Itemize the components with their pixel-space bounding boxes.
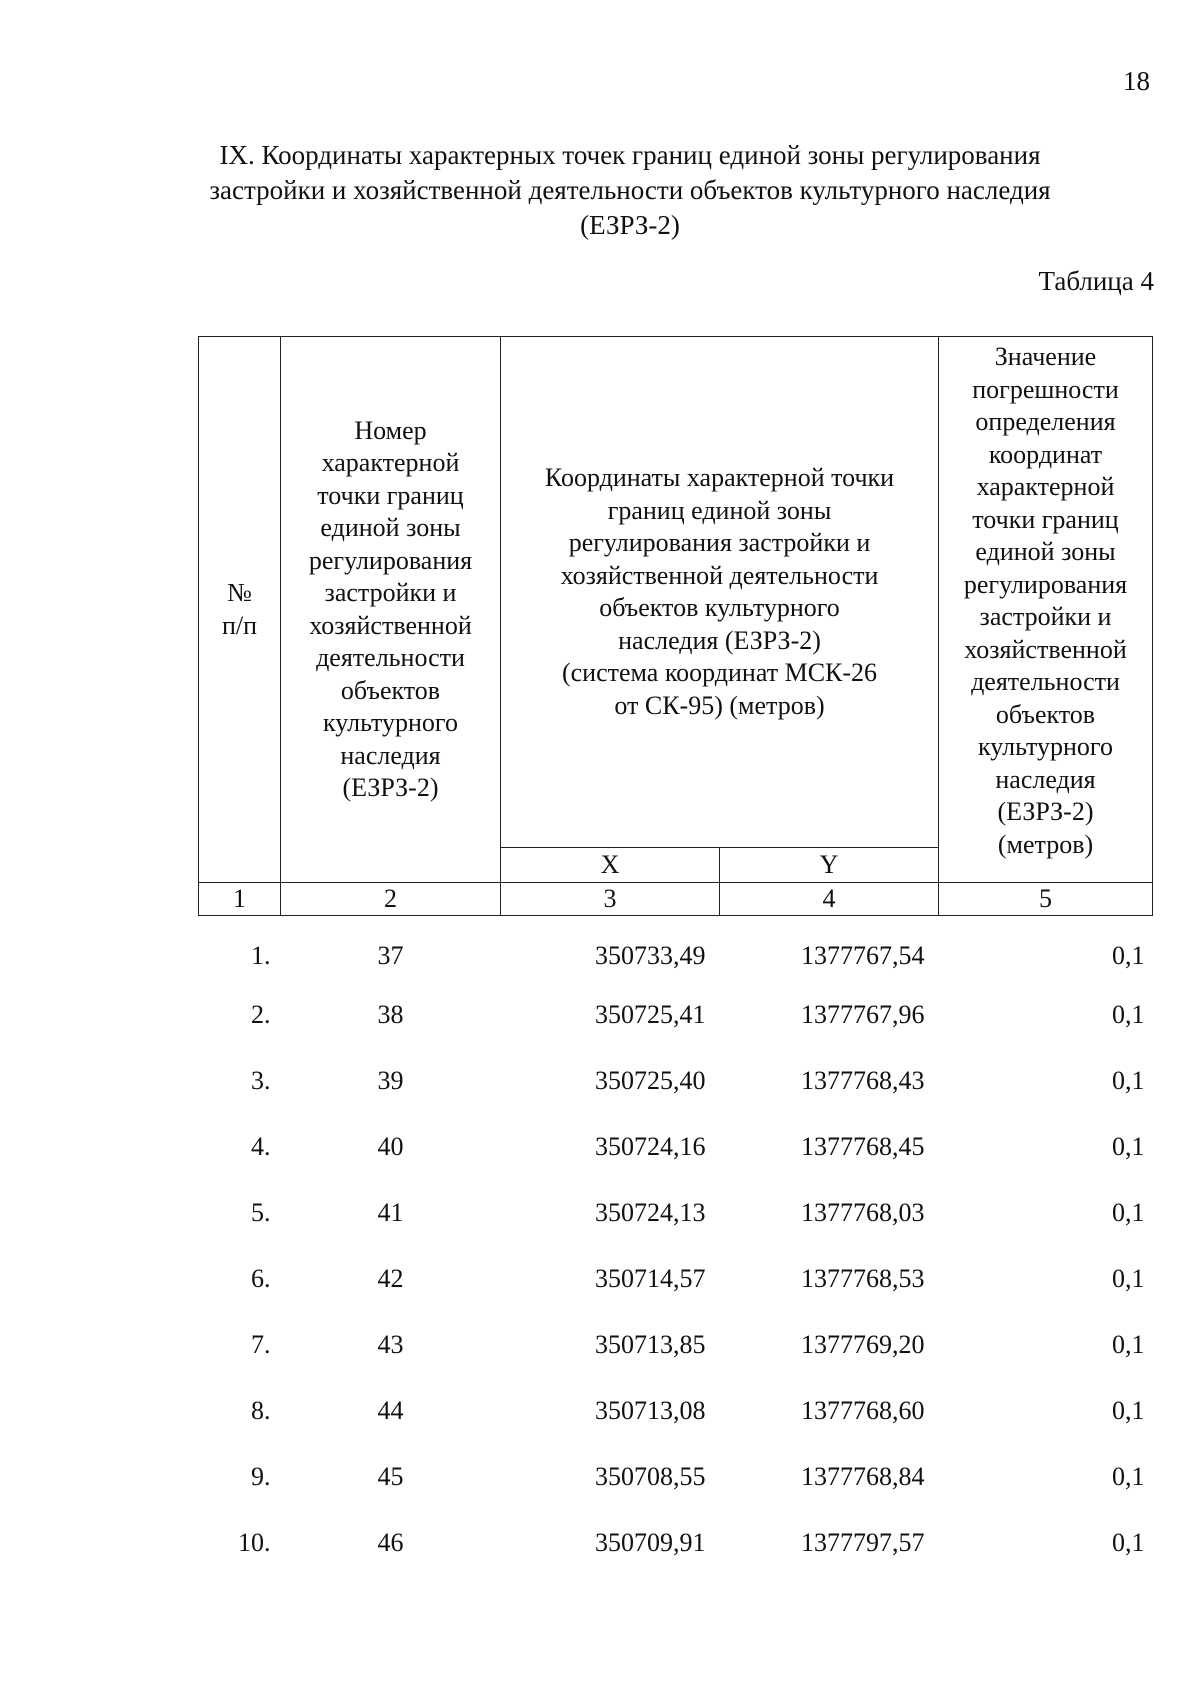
table-header (199, 337, 1153, 916)
column-number: 1 (199, 883, 281, 916)
header-x: X (501, 848, 720, 883)
cell-row-number: 5. (251, 1198, 271, 1227)
cell-error-value: 0,1 (1112, 1198, 1145, 1227)
cell-row-number: 6. (251, 1264, 271, 1293)
cell-x-coordinate: 350733,49 (595, 941, 706, 970)
coordinates-table (198, 336, 1153, 1576)
cell-error-value: 0,1 (1112, 1000, 1145, 1029)
cell-error-value: 0,1 (1112, 1132, 1145, 1161)
cell-x-coordinate: 350708,55 (595, 1462, 706, 1491)
table-body (199, 916, 1153, 1577)
cell-x-coordinate: 350724,13 (595, 1198, 706, 1227)
cell-error-value: 0,1 (1112, 941, 1145, 970)
column-number: 4 (720, 883, 939, 916)
cell-error-value: 0,1 (1112, 1066, 1145, 1095)
cell-y-coordinate: 1377767,96 (801, 1000, 925, 1029)
cell-point-number: 45 (377, 1462, 404, 1491)
section-title: IX. Координаты характерных точек границ единой зоны регулирования застройки и хозяйственной деятельности объектов культурного наследия (ЕЗРЗ-2) (209, 140, 1051, 240)
table-row (199, 1510, 1153, 1576)
cell-y-coordinate: 1377797,57 (801, 1528, 925, 1557)
cell-point-number: 44 (377, 1396, 404, 1425)
cell-row-number: 1. (251, 941, 271, 970)
cell-error-value: 0,1 (1112, 1396, 1145, 1425)
table-row (199, 1180, 1153, 1246)
cell-point-number: 42 (377, 1264, 404, 1293)
cell-row-number: 8. (251, 1396, 271, 1425)
table-row (199, 1246, 1153, 1312)
cell-point-number: 40 (377, 1132, 404, 1161)
header-point-number: Номер характерной точки границ единой зоны регулирования застройки и хозяйственной деятельности объектов культурного наследия (ЕЗРЗ-2) (281, 337, 501, 883)
header-row-column-numbers (199, 883, 1153, 916)
cell-row-number: 2. (251, 1000, 271, 1029)
cell-point-number: 43 (377, 1330, 404, 1359)
cell-error-value: 0,1 (1112, 1528, 1145, 1557)
cell-y-coordinate: 1377768,03 (801, 1198, 925, 1227)
cell-y-coordinate: 1377769,20 (801, 1330, 925, 1359)
cell-x-coordinate: 350709,91 (595, 1528, 706, 1557)
cell-y-coordinate: 1377768,43 (801, 1066, 925, 1095)
cell-point-number: 38 (377, 1000, 404, 1029)
table-row (199, 1444, 1153, 1510)
cell-row-number: 4. (251, 1132, 271, 1161)
header-row-number: № п/п (199, 337, 281, 883)
cell-point-number: 39 (377, 1066, 404, 1095)
cell-y-coordinate: 1377768,53 (801, 1264, 925, 1293)
column-number: 2 (281, 883, 501, 916)
cell-x-coordinate: 350725,40 (595, 1066, 706, 1095)
cell-point-number: 37 (377, 941, 404, 970)
cell-y-coordinate: 1377768,60 (801, 1396, 925, 1425)
cell-x-coordinate: 350725,41 (595, 1000, 706, 1029)
cell-y-coordinate: 1377767,54 (801, 941, 925, 970)
column-number: 3 (501, 883, 720, 916)
cell-error-value: 0,1 (1112, 1264, 1145, 1293)
header-y: Y (720, 848, 939, 883)
header-row-main (199, 337, 1153, 848)
header-error-value: Значение погрешности определения координат характерной точки границ единой зоны регулирования застройки и хозяйственной деятельности объектов культурного наследия (ЕЗРЗ-2) (метров) (939, 337, 1153, 883)
cell-row-number: 9. (251, 1462, 271, 1491)
column-number: 5 (939, 883, 1153, 916)
cell-error-value: 0,1 (1112, 1462, 1145, 1491)
table-row (199, 1114, 1153, 1180)
cell-x-coordinate: 350713,08 (595, 1396, 706, 1425)
table-row (199, 982, 1153, 1048)
table-caption: Таблица 4 (1038, 266, 1154, 296)
cell-y-coordinate: 1377768,45 (801, 1132, 925, 1161)
header-coordinates: Координаты характерной точки границ единой зоны регулирования застройки и хозяйственной деятельности объектов культурного наследия (ЕЗРЗ-2) (система координат МСК-26 от СК-95) (метров) (501, 337, 939, 848)
cell-error-value: 0,1 (1112, 1330, 1145, 1359)
cell-point-number: 46 (377, 1528, 404, 1557)
table-row (199, 1048, 1153, 1114)
page-number: 18 (1123, 66, 1150, 96)
cell-x-coordinate: 350714,57 (595, 1264, 706, 1293)
cell-row-number: 7. (251, 1330, 271, 1359)
table-row (199, 1312, 1153, 1378)
cell-point-number: 41 (377, 1198, 404, 1227)
table-row (199, 916, 1153, 983)
cell-row-number: 3. (251, 1066, 271, 1095)
cell-x-coordinate: 350724,16 (595, 1132, 706, 1161)
cell-y-coordinate: 1377768,84 (801, 1462, 925, 1491)
table-row (199, 1378, 1153, 1444)
cell-x-coordinate: 350713,85 (595, 1330, 706, 1359)
cell-row-number: 10. (238, 1528, 271, 1557)
